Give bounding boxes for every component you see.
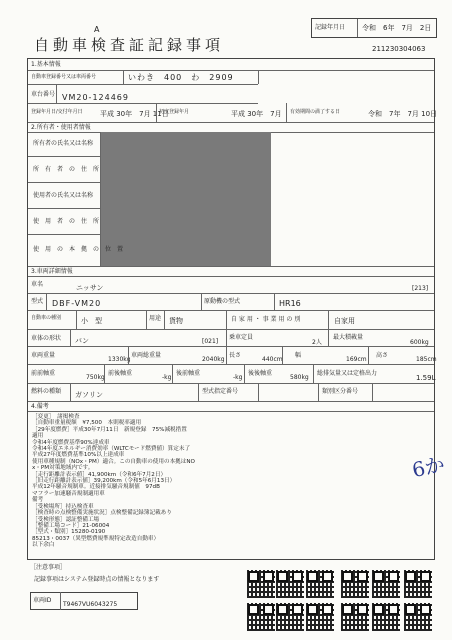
user-name-label: 使用者の氏名又は名称 <box>33 192 94 199</box>
displacement-label: 総排気量又は定格出力 <box>317 370 378 377</box>
registration-number-value: いわき 400 わ 2909 <box>128 73 234 82</box>
document-number: 211230304063 <box>372 45 426 53</box>
section-vehicle: 3.車両詳細情報 <box>31 268 73 275</box>
base-location-label: 使 用 の 本 拠 の 位 置 <box>33 246 124 253</box>
use-label: 用途 <box>149 315 162 322</box>
notes-line: x・PM対策地域内です。 <box>32 465 94 472</box>
qr-code <box>341 603 369 631</box>
section-owner: 2.所有者・使用者情報 <box>31 124 91 131</box>
document-title: 自動車検査証記録事項 <box>34 36 225 54</box>
capacity-label: 乗車定員 <box>229 334 254 341</box>
rear-front-axle-value: -kg <box>233 374 243 381</box>
height-value: 185cm <box>416 356 437 363</box>
qr-code <box>341 570 369 598</box>
body-label: 車体の形状 <box>31 335 62 342</box>
record-date-box <box>311 18 437 38</box>
front-front-axle-value: 750kg <box>86 374 105 381</box>
first-registration-value: 平成 30年 7月 11日 <box>100 110 169 118</box>
max-load-value: 600kg <box>410 339 429 346</box>
height-label: 高さ <box>376 352 389 359</box>
vehicle-id-label: 車両ID <box>33 597 52 604</box>
fuel-value: ガソリン <box>75 391 103 399</box>
kind-value: 小 型 <box>81 317 102 325</box>
record-date-label: 記録年月日 <box>315 24 346 31</box>
registration-number-label: 自動車登録番号又は車両番号 <box>31 74 97 80</box>
qr-code <box>372 570 400 598</box>
length-label: 長さ <box>229 352 242 359</box>
notes-line: 85213・0037（異型燃費規準規特定改造自動車） <box>32 535 160 542</box>
rear-rear-axle-value: 580kg <box>290 374 309 381</box>
notes-line: ［整備工場コード］21-06004 <box>32 522 110 529</box>
qr-code <box>247 603 275 631</box>
engine-value: HR16 <box>279 299 301 308</box>
notes-block <box>32 414 277 549</box>
notes-line: ［旧走行距離計表示値］39,200km（令和5年6月13日） <box>32 478 176 485</box>
notes-line: ［変更］ 諸掲検査 <box>32 414 80 420</box>
notes-line: ［受検形態］認証整備工場 <box>32 516 100 523</box>
expiry-label: 有効期間の満了する日 <box>290 109 341 115</box>
weight-label: 車両重量 <box>31 352 56 359</box>
vehicle-id-value: T9467VU6043275 <box>63 601 118 608</box>
vin-value: VM20-124469 <box>62 93 129 102</box>
notes-line: ［受検場所］持込検査車 <box>32 503 94 510</box>
category-label: 類別区分番号 <box>322 388 359 395</box>
notes-line: 令和4年度燃費基準90%達成車 <box>32 439 110 446</box>
notes-line: ［29年度燃費］平成30年7月11日 新規登録 75%減税措置 <box>32 426 187 433</box>
first-registration-label: 登録年月日/交付年月日 <box>31 109 83 115</box>
redacted-owner-info <box>100 132 271 266</box>
kind-label: 自動車の種別 <box>31 315 62 321</box>
designation-label: 型式指定番号 <box>202 388 239 395</box>
width-label: 幅 <box>295 352 302 359</box>
max-load-label: 最大積載量 <box>333 334 364 341</box>
expiry-value: 令和 7年 7月 10日 <box>368 110 438 118</box>
notice-text: 記録事項はシステム登録時点の情報となります <box>34 576 160 583</box>
notice-label: ［注意事項］ <box>30 564 67 571</box>
gross-weight-value: 2040kg <box>202 356 225 363</box>
first-year-value: 平成 30年 7月 <box>231 110 282 118</box>
document-mark: A <box>94 25 100 34</box>
displacement-value: 1.59L <box>416 374 436 382</box>
section-notes: 4.備考 <box>31 403 49 410</box>
private-label: 自 家 用 ・ 事 業 用 の 別 <box>231 316 301 323</box>
maker-code: [213] <box>412 285 429 292</box>
notes-line: 適用 <box>32 433 44 440</box>
model-label: 型式 <box>31 298 44 305</box>
section-basic: 1.基本情報 <box>31 61 61 68</box>
vin-label: 車台番号 <box>31 91 56 98</box>
qr-code <box>306 603 334 631</box>
notes-line: ［走行距離計表示値］41,900km（令和6年7月2日） <box>32 471 167 478</box>
owner-address-label: 所 有 者 の 住 所 <box>33 166 100 173</box>
qr-code <box>247 570 275 598</box>
gross-weight-label: 車両総重量 <box>131 352 162 359</box>
notes-line: 平成27年度燃費基準10%以上達成車 <box>32 452 125 459</box>
notes-line: マフラー加速騒音規制適用車 <box>32 490 105 497</box>
rear-rear-axle-label: 後後軸重 <box>248 370 273 377</box>
notes-line: 令和4年度エネルギー消費効率（WLTCモード燃費値）算定未了 <box>32 446 191 453</box>
front-front-axle-label: 前前軸重 <box>31 370 56 377</box>
weight-value: 1330kg <box>108 356 131 363</box>
user-address-label: 使 用 者 の 住 所 <box>33 218 100 225</box>
notes-line: 使用車種規制（NOx・PM）適合。この自動車の使用の本拠はNO <box>32 458 195 465</box>
capacity-value: 2人 <box>312 339 322 346</box>
fuel-label: 燃料の種類 <box>31 388 62 395</box>
body-value: バン <box>75 337 89 345</box>
notes-line: ［自動車重量税額 ¥7,500 本則税率適用 <box>32 420 142 427</box>
notes-line: 平成12年騒音規制車。近接排気騒音規制値 97dB <box>32 484 160 491</box>
notes-line: 備考 <box>32 497 44 504</box>
notes-line: ［検査時の点検整備実施状況］点検整備記録簿記載あり <box>32 510 172 517</box>
width-value: 169cm <box>346 356 367 363</box>
front-rear-axle-label: 前後軸重 <box>108 370 133 377</box>
record-date-value: 令和 6年 7月 2日 <box>362 24 432 32</box>
private-value: 自家用 <box>334 317 355 325</box>
qr-code <box>276 570 304 598</box>
qr-code <box>404 603 432 631</box>
maker-value: ニッサン <box>76 284 104 292</box>
handwritten-note-mark: 6か <box>409 451 447 483</box>
certificate-form <box>27 58 438 560</box>
use-value: 貨物 <box>169 317 183 325</box>
body-code: [021] <box>202 338 219 345</box>
first-year-label: 初度登録年月 <box>159 109 190 115</box>
notes-line: ［型式・類別］15280-0190 <box>32 529 106 536</box>
qr-code <box>276 603 304 631</box>
engine-label: 原動機の型式 <box>204 298 241 305</box>
qr-code <box>372 603 400 631</box>
owner-name-label: 所有者の氏名又は名称 <box>33 140 94 147</box>
rear-front-axle-label: 後前軸重 <box>176 370 201 377</box>
length-value: 440cm <box>262 356 283 363</box>
front-rear-axle-value: -kg <box>162 374 172 381</box>
qr-code <box>306 570 334 598</box>
notes-line: 以下余白 <box>32 542 55 549</box>
model-value: DBF-VM20 <box>52 299 102 308</box>
maker-label: 車名 <box>31 281 44 288</box>
qr-code <box>404 570 432 598</box>
